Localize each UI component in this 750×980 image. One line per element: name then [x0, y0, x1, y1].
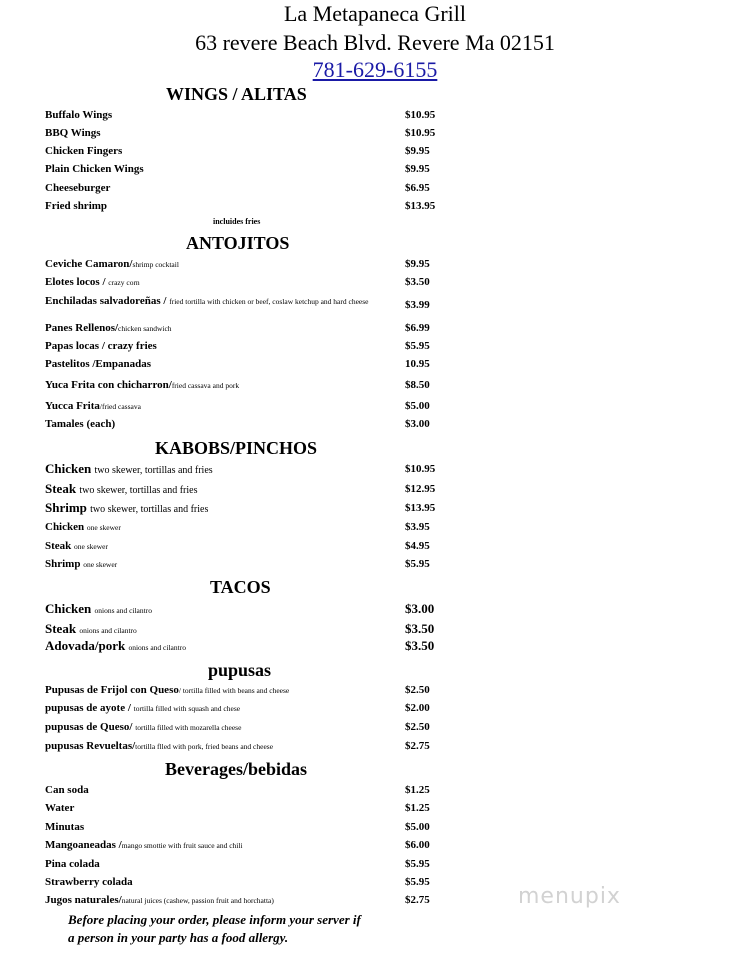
menu-item: [45, 499, 445, 517]
item-name: Buffalo Wings: [45, 109, 113, 121]
menu-item: [45, 781, 445, 799]
item-description: / tortilla filled with beans and cheese: [178, 686, 290, 695]
item-price: $2.00: [405, 702, 430, 714]
menu-item: [45, 799, 445, 817]
item-description: /fried cassava: [99, 402, 141, 411]
item-price: $3.95: [405, 521, 430, 533]
menu-item: [45, 124, 445, 142]
item-price: $3.50: [405, 621, 435, 636]
item-price: $3.50: [405, 638, 435, 653]
menu-item: [45, 637, 445, 655]
item-price: $5.00: [405, 821, 430, 833]
section-title-tacos: TACOS: [210, 577, 271, 597]
menu-item: [45, 415, 445, 433]
menu-item: [45, 836, 445, 854]
item-description: mango smottie with fruit sauce and chili: [121, 841, 243, 850]
item-price: $8.50: [405, 379, 430, 391]
item-price: $12.95: [405, 483, 436, 495]
restaurant-address: 63 revere Beach Blvd. Revere Ma 02151: [195, 30, 555, 55]
item-description: tortilla filled with squash and chese: [133, 704, 241, 713]
item-price: $9.95: [405, 163, 430, 175]
item-description: two skewer, tortillas and fries: [94, 465, 213, 476]
item-description: natural juices (cashew, passion fruit and horchatta): [121, 896, 274, 905]
menu-item: [45, 718, 445, 736]
item-name: Adovada/pork: [45, 638, 129, 653]
section-title-antojitos: ANTOJITOS: [186, 233, 290, 253]
item-description: onions and cilantro: [128, 643, 186, 652]
item-name: Papas locas / crazy fries: [45, 340, 157, 352]
restaurant-name: La Metapaneca Grill: [283, 1, 466, 26]
item-price: $1.25: [405, 784, 430, 796]
menu-item: [45, 891, 445, 909]
item-price: $10.95: [405, 109, 436, 121]
item-price: $13.95: [405, 200, 436, 212]
item-name: Chicken: [45, 461, 95, 476]
item-price: $5.95: [405, 558, 430, 570]
item-price: 10.95: [405, 358, 430, 370]
allergy-notice-line-1: Before placing your order, please inform your server if: [68, 912, 361, 927]
item-name: Shrimp: [45, 500, 91, 515]
section-title-pupusas: pupusas: [208, 660, 272, 680]
menu-item: [45, 555, 445, 573]
item-price: $9.95: [405, 145, 430, 157]
menu-item: [45, 537, 445, 555]
menu-item: [45, 873, 445, 891]
item-name: Yucca Frita: [45, 400, 100, 412]
item-name: Can soda: [45, 784, 89, 796]
item-name: Yuca Frita con chicharron/: [45, 379, 172, 391]
item-price: $1.25: [405, 802, 430, 814]
item-name: pupusas Revueltas/: [45, 740, 136, 752]
menu-item: [45, 397, 445, 415]
item-price: $4.95: [405, 540, 430, 552]
item-price: $10.95: [405, 127, 436, 139]
item-description: tortilla filled with mozarella cheese: [135, 723, 242, 732]
item-name: pupusas de ayote /: [45, 702, 134, 714]
item-description: two skewer, tortillas and fries: [90, 504, 209, 515]
menu-item: [45, 337, 445, 355]
item-description: onions and cilantro: [94, 606, 152, 615]
menu-item: [45, 855, 445, 873]
item-name: Pupusas de Frijol con Queso: [45, 684, 179, 696]
menu-item: [45, 460, 445, 478]
item-price: $6.99: [405, 322, 430, 334]
item-price: $13.95: [405, 502, 436, 514]
menu-item: [45, 737, 445, 755]
item-name: Chicken Fingers: [45, 145, 123, 157]
item-name: Elotes locos /: [45, 276, 109, 288]
item-price: $5.95: [405, 340, 430, 352]
item-description: one skewer: [83, 560, 118, 569]
item-description: fried tortilla with chicken or beef, coslaw ketchup and hard cheese: [169, 297, 369, 306]
section-title-beverages: Beverages/bebidas: [165, 759, 307, 779]
item-name: Steak: [45, 540, 75, 552]
menu-item: [45, 518, 445, 536]
menu-item: [45, 179, 445, 197]
item-price: $3.00: [405, 418, 430, 430]
menu-item: [45, 355, 445, 373]
item-name: Strawberry colada: [45, 876, 133, 888]
item-name: Mangoaneadas /: [45, 839, 122, 851]
menu-item: [45, 255, 445, 273]
section-title-kabobs: KABOBS/PINCHOS: [155, 438, 318, 458]
menu-item: [45, 480, 445, 498]
item-price: $6.00: [405, 839, 430, 851]
item-name: Chicken: [45, 521, 87, 533]
item-name: Water: [45, 802, 75, 814]
menupix-watermark: menupix: [518, 884, 621, 909]
item-description: shrimp cocktail: [132, 260, 179, 269]
item-description: two skewer, tortillas and fries: [79, 485, 198, 496]
allergy-notice-line-2: a person in your party has a food allergy.: [68, 930, 289, 945]
item-description: onions and cilantro: [79, 626, 137, 635]
item-name: Ceviche Camaron/: [45, 258, 133, 270]
item-description: tortilla flled with pork, fried beans and cheese: [135, 742, 274, 751]
menu-item: [45, 273, 445, 291]
menu-item: [45, 681, 445, 699]
item-price: $5.95: [405, 876, 430, 888]
item-name: Plain Chicken Wings: [45, 163, 144, 175]
item-name: pupusas de Queso/: [45, 721, 136, 733]
menu-item: [45, 142, 445, 160]
item-name: Pastelitos /Empanadas: [45, 358, 152, 370]
menu-item: [45, 620, 445, 638]
phone-link[interactable]: 781-629-6155: [312, 57, 438, 82]
item-price: $2.75: [405, 894, 430, 906]
item-name: Steak: [45, 621, 80, 636]
item-description: fried cassava and pork: [171, 381, 240, 390]
item-price: $2.75: [405, 740, 430, 752]
menu-item: [45, 197, 445, 215]
item-name: Shrimp: [45, 558, 84, 570]
menu-item: [45, 818, 445, 836]
item-name: Panes Rellenos/: [45, 322, 119, 334]
menu-item: [45, 106, 445, 124]
item-name: Enchiladas salvadoreñas /: [45, 295, 170, 307]
item-price: $2.50: [405, 684, 430, 696]
item-name: Chicken: [45, 601, 95, 616]
item-name: Tamales (each): [45, 418, 116, 430]
item-price: $3.50: [405, 276, 430, 288]
section-note: incluides fries: [213, 217, 261, 226]
menu-item: [45, 160, 445, 178]
menu-item: [45, 699, 445, 717]
item-price: $3.99: [405, 299, 430, 311]
item-description: one skewer: [86, 523, 121, 532]
item-name: Fried shrimp: [45, 200, 108, 212]
menu-item: [45, 600, 445, 618]
item-name: BBQ Wings: [45, 127, 101, 139]
item-price: $10.95: [405, 463, 436, 475]
item-description: chicken sandwich: [118, 324, 172, 333]
item-price: $3.00: [405, 601, 435, 616]
menu-item: [45, 319, 445, 337]
menu-item: [45, 376, 445, 394]
item-price: $5.00: [405, 400, 430, 412]
item-description: crazy corn: [108, 278, 140, 287]
item-name: Cheeseburger: [45, 182, 111, 194]
item-price: $9.95: [405, 258, 430, 270]
item-description: one skewer: [74, 542, 108, 551]
item-price: $5.95: [405, 858, 430, 870]
item-name: Steak: [45, 481, 80, 496]
item-price: $6.95: [405, 182, 430, 194]
item-name: Jugos naturales/: [45, 894, 122, 906]
item-price: $2.50: [405, 721, 430, 733]
item-name: Pina colada: [45, 858, 100, 870]
section-title-wings: WINGS / ALITAS: [166, 84, 307, 104]
menu-item-description-block: [45, 296, 395, 307]
item-name: Minutas: [45, 821, 85, 833]
